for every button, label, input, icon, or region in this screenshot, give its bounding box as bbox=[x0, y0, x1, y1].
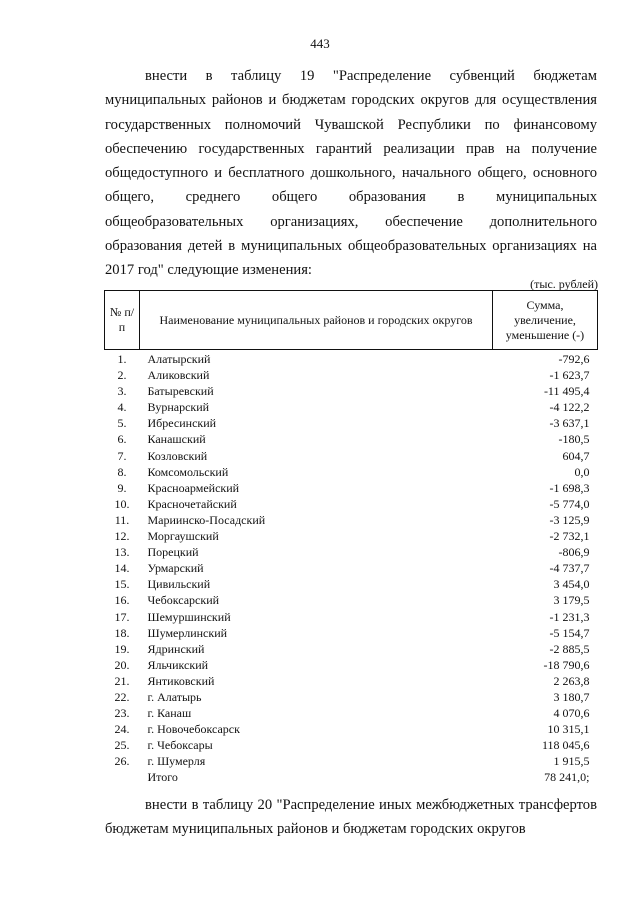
table-row bbox=[105, 721, 598, 737]
row-sum: -3 125,9 bbox=[549, 512, 590, 527]
total-label: Итого bbox=[147, 770, 178, 785]
row-number: 20. bbox=[114, 657, 130, 672]
row-number: 25. bbox=[114, 738, 130, 753]
row-sum: -5 154,7 bbox=[549, 625, 590, 640]
row-sum: 2 263,8 bbox=[553, 673, 590, 688]
row-name: Алатырский bbox=[147, 352, 211, 366]
table-row bbox=[105, 625, 598, 641]
table-row bbox=[105, 657, 598, 673]
row-number: 23. bbox=[114, 706, 130, 721]
row-sum: -3 637,1 bbox=[549, 416, 590, 431]
row-name: Аликовский bbox=[147, 368, 210, 383]
row-number: 26. bbox=[114, 754, 130, 769]
table-header-row bbox=[105, 291, 598, 350]
total-sum: 78 241,0; bbox=[544, 770, 590, 785]
units-label: (тыс. рублей) bbox=[530, 277, 598, 291]
row-name: Шемуршинский bbox=[147, 609, 231, 624]
row-sum: 3 179,5 bbox=[553, 593, 590, 608]
row-sum: 118 045,6 bbox=[541, 738, 590, 753]
table-row bbox=[105, 689, 598, 705]
table-row bbox=[105, 415, 598, 431]
row-number: 3. bbox=[117, 384, 127, 399]
table-body bbox=[105, 350, 598, 786]
row-name: Ибресинский bbox=[147, 416, 217, 431]
row-number: 17. bbox=[114, 609, 130, 624]
intro-paragraph: внести в таблицу 19 "Распределение субвенций бюджетам муниципальных районов и бюджетам городских округов для осуществления государственных полномочий Чувашской Республики по финансовому обеспечению государственных гарантий реализации прав на получение общедоступного и бесплатного дошкольного, начального общего, основного общего, среднего общего образования в муниципальных общеобразовательных организациях, обеспечение дополнительного образования детей в муниципальных общеобразовательных организациях на 2017 год" следующие изменения: bbox=[105, 68, 597, 279]
row-sum: -1 698,3 bbox=[549, 480, 590, 495]
table-row bbox=[105, 705, 598, 721]
table-row bbox=[105, 544, 598, 560]
row-name: Урмарский bbox=[147, 561, 204, 576]
row-number: 11. bbox=[114, 512, 130, 527]
row-name: г. Алатырь bbox=[147, 689, 202, 704]
row-number: 12. bbox=[114, 529, 130, 544]
row-number: 15. bbox=[114, 577, 130, 592]
row-number: 1. bbox=[117, 352, 127, 366]
row-name: Моргаушский bbox=[147, 529, 219, 544]
row-name: г. Чебоксары bbox=[147, 738, 213, 753]
header-name: Наименование муниципальных районов и городских округов bbox=[140, 291, 493, 350]
table-row bbox=[105, 609, 598, 625]
row-number: 13. bbox=[114, 545, 130, 560]
row-sum: 1 915,5 bbox=[553, 754, 590, 769]
row-sum: 10 315,1 bbox=[547, 722, 590, 737]
table-row bbox=[105, 480, 598, 496]
row-sum: -806,9 bbox=[558, 545, 590, 560]
row-sum: -2 732,1 bbox=[549, 529, 590, 544]
row-number: 22. bbox=[114, 689, 130, 704]
row-sum: -4 737,7 bbox=[549, 561, 590, 576]
row-name: Красночетайский bbox=[147, 496, 237, 511]
header-number: № п/п bbox=[105, 291, 140, 350]
row-name: Шумерлинский bbox=[147, 625, 228, 640]
row-sum: -5 774,0 bbox=[549, 496, 590, 511]
row-name: Яльчикский bbox=[147, 657, 209, 672]
table-row bbox=[105, 641, 598, 657]
row-name: Вурнарский bbox=[147, 400, 210, 415]
table-row bbox=[105, 383, 598, 399]
table-row bbox=[105, 464, 598, 480]
row-number: 24. bbox=[114, 722, 130, 737]
row-name: г. Канаш bbox=[147, 706, 192, 721]
table-row bbox=[105, 399, 598, 415]
table-row bbox=[105, 512, 598, 528]
table-row bbox=[105, 737, 598, 753]
total-empty bbox=[105, 769, 140, 785]
row-number: 10. bbox=[114, 496, 130, 511]
row-sum: -1 231,3 bbox=[549, 609, 590, 624]
row-number: 7. bbox=[117, 448, 127, 463]
row-sum: 0,0 bbox=[574, 464, 590, 479]
row-number: 8. bbox=[117, 464, 127, 479]
row-name: Чебоксарский bbox=[147, 593, 220, 608]
table-row bbox=[105, 592, 598, 608]
row-name: г. Шумерля bbox=[147, 754, 206, 769]
row-number: 6. bbox=[117, 432, 127, 447]
row-sum: -792,6 bbox=[558, 352, 590, 366]
row-sum: -180,5 bbox=[558, 432, 590, 447]
next-paragraph: внести в таблицу 20 "Распределение иных межбюджетных трансфертов бюджетам муниципальных районов и бюджетам городских округов bbox=[105, 797, 597, 838]
header-sum: Сумма, увеличение, уменьшение (-) bbox=[493, 291, 598, 350]
row-number: 16. bbox=[114, 593, 130, 608]
row-number: 18. bbox=[114, 625, 130, 640]
row-number: 2. bbox=[117, 368, 127, 383]
table-row bbox=[105, 350, 598, 368]
row-number: 4. bbox=[117, 400, 127, 415]
table-total-row bbox=[105, 769, 598, 785]
row-name: Козловский bbox=[147, 448, 208, 463]
row-sum: -1 623,7 bbox=[549, 368, 590, 383]
row-name: Канашский bbox=[147, 432, 206, 447]
row-name: Комсомольский bbox=[147, 464, 229, 479]
row-name: Янтиковский bbox=[147, 673, 215, 688]
table-row bbox=[105, 560, 598, 576]
row-sum: -11 495,4 bbox=[543, 384, 590, 399]
row-number: 5. bbox=[117, 416, 127, 431]
table-row bbox=[105, 753, 598, 769]
row-number: 9. bbox=[117, 480, 127, 495]
table-row bbox=[105, 448, 598, 464]
row-sum: 4 070,6 bbox=[553, 706, 590, 721]
row-name: Цивильский bbox=[147, 577, 211, 592]
row-sum: -2 885,5 bbox=[549, 641, 590, 656]
table-row bbox=[105, 496, 598, 512]
row-sum: -4 122,2 bbox=[549, 400, 590, 415]
row-name: Порецкий bbox=[147, 545, 199, 560]
table-row bbox=[105, 367, 598, 383]
table-row bbox=[105, 528, 598, 544]
table-row bbox=[105, 576, 598, 592]
table-row bbox=[105, 431, 598, 447]
row-name: г. Новочебоксарск bbox=[147, 722, 240, 737]
row-number: 19. bbox=[114, 641, 130, 656]
row-name: Красноармейский bbox=[147, 480, 240, 495]
row-number: 14. bbox=[114, 561, 130, 576]
row-sum: 3 180,7 bbox=[553, 689, 590, 704]
row-name: Ядринский bbox=[147, 641, 205, 656]
table-row bbox=[105, 673, 598, 689]
row-number: 21. bbox=[114, 673, 130, 688]
row-sum: 604,7 bbox=[562, 448, 590, 463]
page-number: 443 bbox=[310, 36, 330, 51]
row-name: Мариинско-Посадский bbox=[147, 512, 266, 527]
row-sum: -18 790,6 bbox=[543, 657, 590, 672]
subvention-table bbox=[104, 290, 598, 786]
row-sum: 3 454,0 bbox=[553, 577, 590, 592]
row-name: Батыревский bbox=[147, 384, 214, 399]
